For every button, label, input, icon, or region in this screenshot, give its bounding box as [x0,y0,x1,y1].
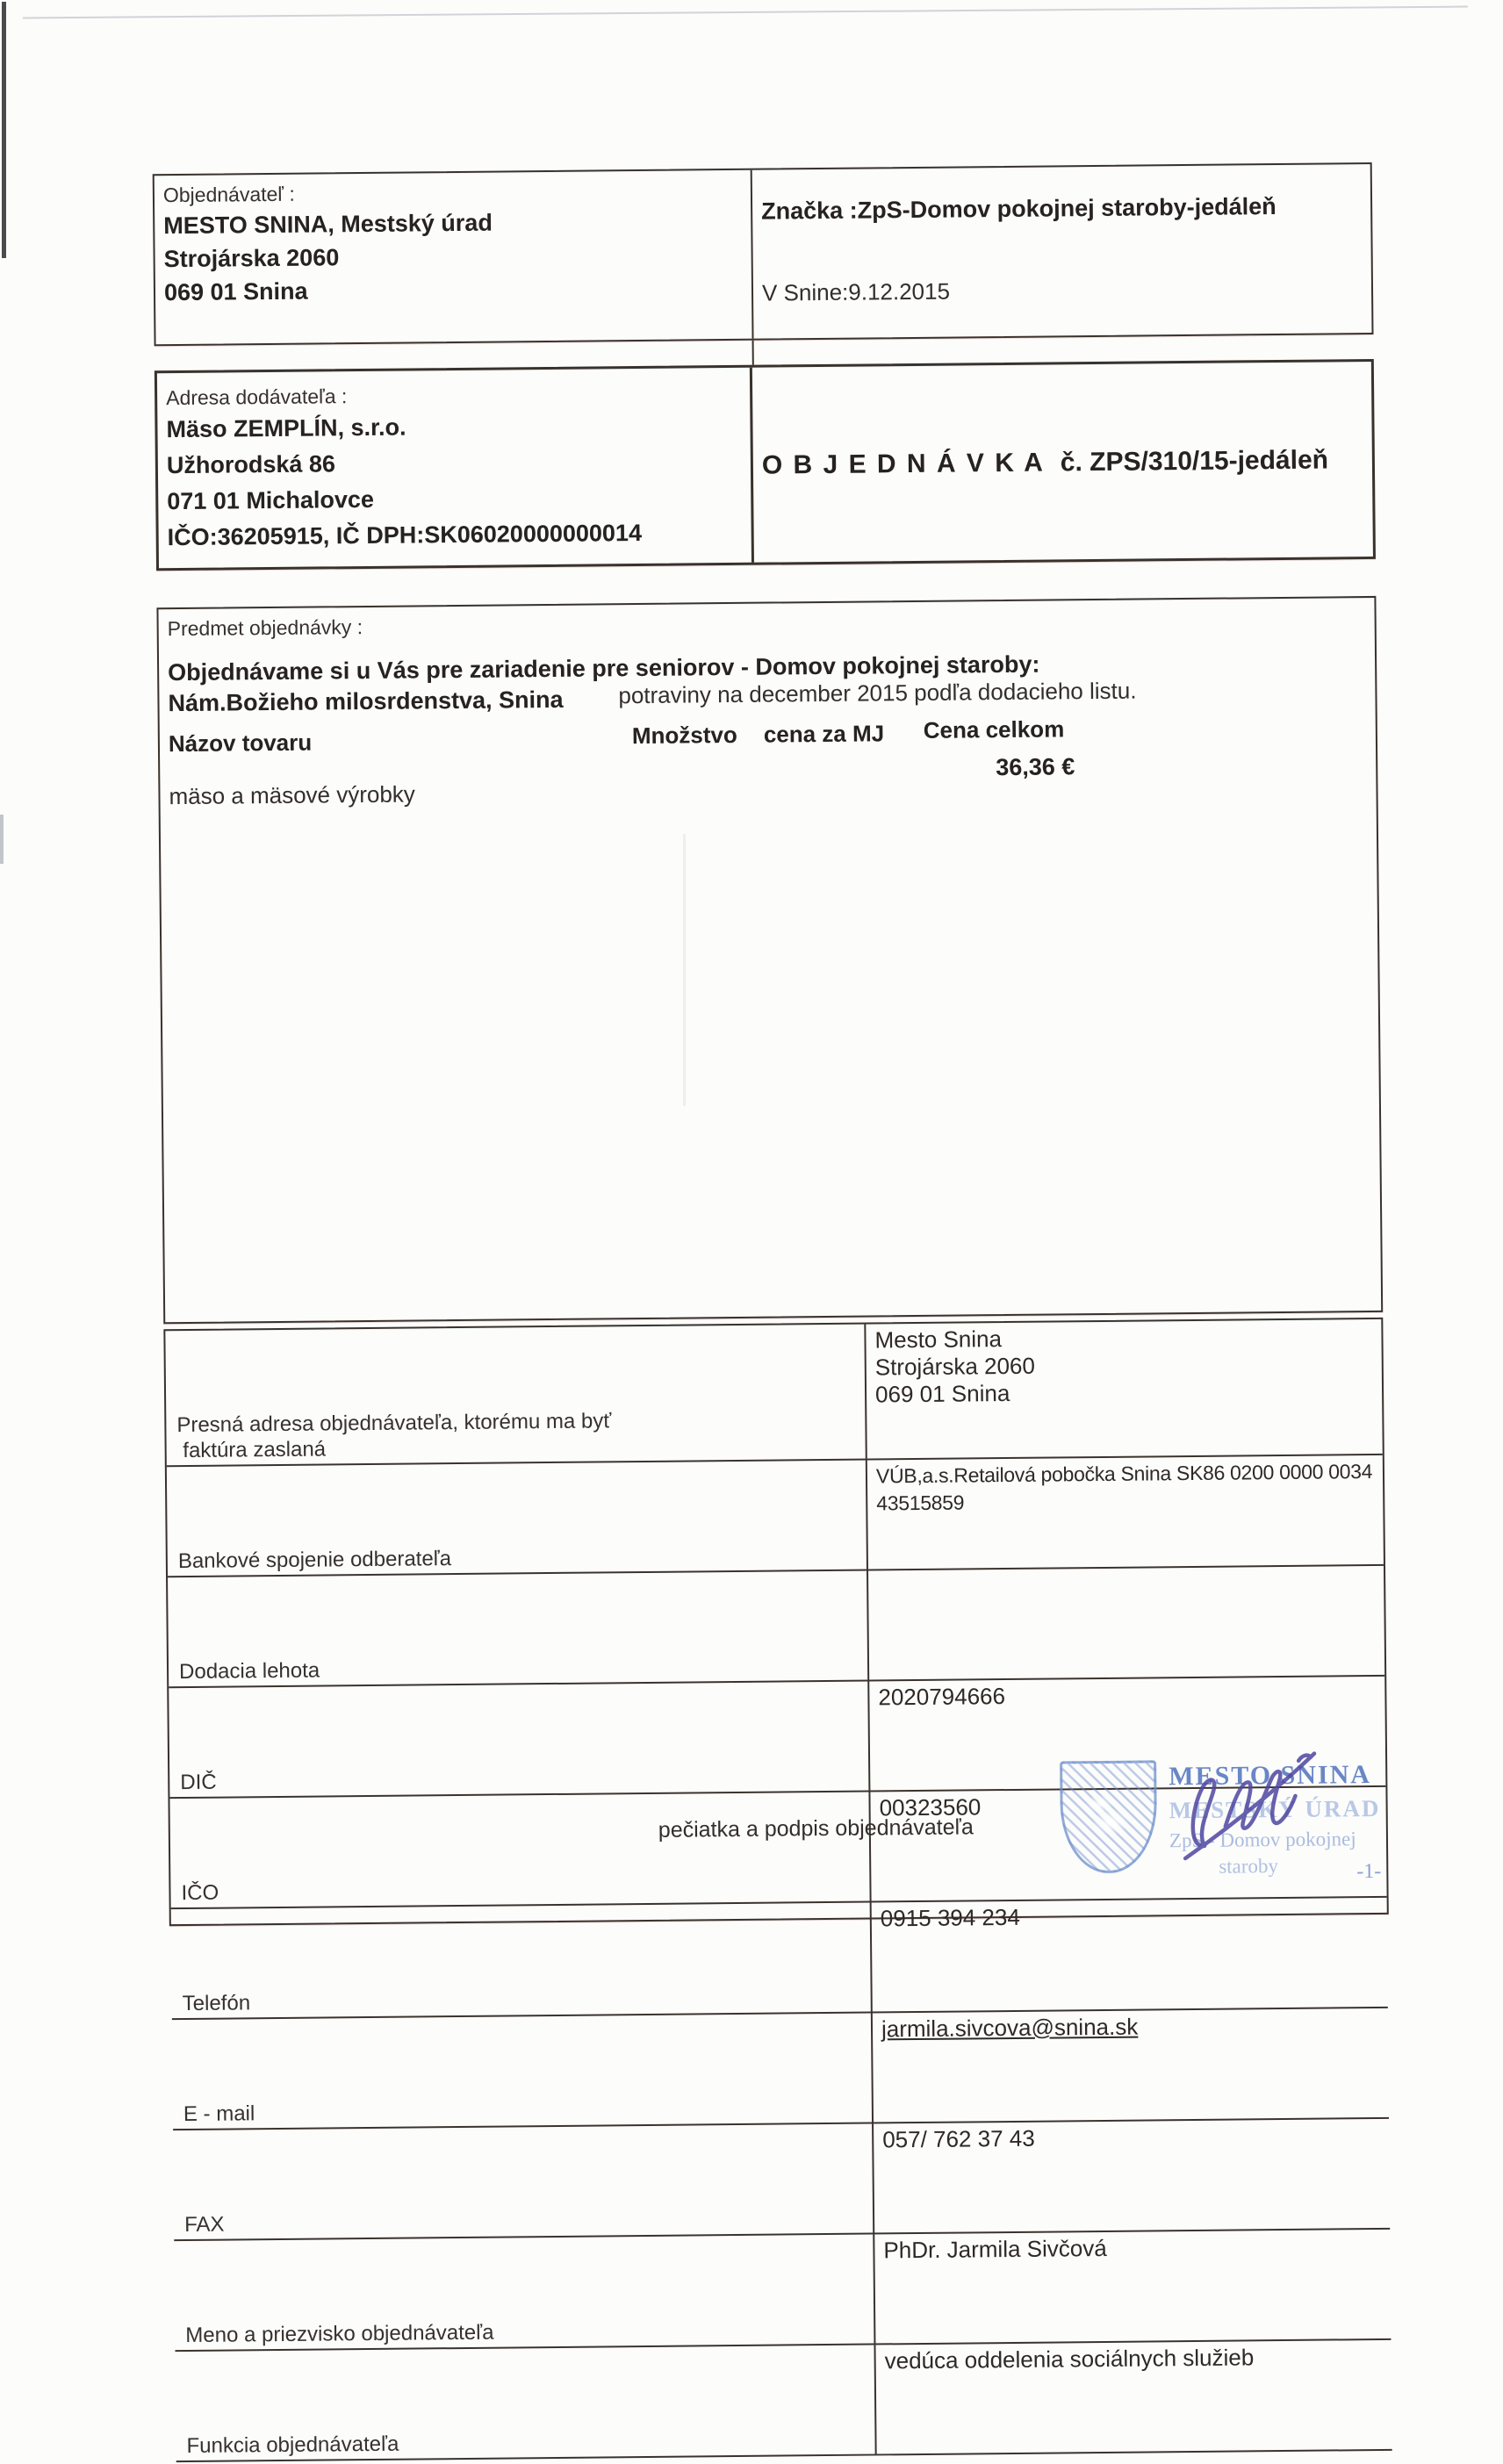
supplier-box [155,359,1376,571]
subject-intro-line2-left: Nám.Božieho milosrdenstva, Snina [168,686,564,717]
customer-label: Objednávateľ : [162,182,295,207]
row-value [867,1455,1384,1570]
row-value [874,2230,1391,2344]
handwritten-signature [1151,1741,1336,1874]
customer-box [153,162,1374,346]
row-label [174,2235,875,2351]
column-header-quantity: Množstvo [631,721,737,750]
table-row [174,2230,1391,2352]
table-row [165,1319,1382,1467]
row-value-line: PhDr. Jarmila Sivčová [883,2234,1107,2264]
stamp-office-name: MESTSKÝ ÚRAD [1169,1794,1381,1824]
subject-label: Predmet objednávky : [167,615,363,641]
row-value-line: vedúca oddelenia sociálnych služieb [884,2344,1255,2374]
supplier-label: Adresa dodávateľa : [166,384,348,410]
row-label-line: Funkcia objednávateľa [186,2432,399,2459]
row-value [874,2119,1390,2233]
customer-address-line: MESTO SNINA, Mestský úrad [163,209,493,240]
customer-cell [155,170,754,345]
supplier-address-line: Mäso ZEMPLÍN, s.r.o. [166,413,406,443]
reference-line: Značka :ZpS-Domov pokojnej staroby-jedáleň [760,193,1276,225]
row-value-line: 00323560 [879,1793,982,1821]
signature-caption: pečiatka a podpis objednávateľa [658,1814,974,1843]
order-number: č. ZPS/310/15-jedáleň [1060,445,1329,478]
row-value [866,1319,1382,1459]
row-label [172,2014,874,2130]
supplier-address-line: Užhorodská 86 [166,450,336,479]
row-label-line: faktúra zaslaná [176,1437,327,1463]
row-label-line: FAX [183,2212,225,2238]
row-label [167,1461,868,1577]
row-value-line: 0915 394 234 [880,1903,1020,1932]
row-value-line: VÚB,a.s.Retailová pobočka Snina SK86 0200 0000 0034 43515859 [875,1460,1373,1515]
row-label-line: Meno a priezvisko objednávateľa [185,2320,494,2348]
item-name: mäso a mäsové výrobky [169,780,415,810]
subject-box [156,596,1383,1324]
row-label [168,1571,869,1687]
stamp-city-name: MESTO SNINA [1169,1760,1372,1792]
subject-intro-line1: Objednávame si u Vás pre zariadenie pre seniorov - Domov pokojnej staroby: [168,650,1040,686]
row-label-line: Telefón [182,1991,251,2016]
details-box [163,1318,1388,2459]
row-value [873,2008,1389,2123]
row-label [169,1792,871,1908]
subject-intro-line2-right: potraviny na december 2015 podľa dodacieho listu. [618,677,1137,709]
row-value-line: Mesto Snina [874,1325,1003,1354]
page-number: -1- [1356,1859,1382,1884]
row-value-line: 2020794666 [878,1683,1006,1711]
table-row [168,1566,1384,1688]
order-title: O B J E D N Á V K A [761,448,1045,480]
column-header-unit-price: cena za MJ [763,720,885,748]
row-label-line: Presná adresa objednávateľa, ktorému ma byť [176,1409,612,1438]
supplier-address [166,406,744,556]
stamp-facility-line1: ZpS - Domov pokojnej [1169,1828,1356,1852]
row-label-line: Dodacia lehota [178,1658,320,1685]
customer-address [163,204,744,309]
supplier-cell [157,368,754,568]
row-label-line: IČO [181,1880,219,1906]
stamp-facility-line2: staroby [1219,1855,1279,1878]
supplier-address-line: 071 01 Michalovce [167,485,375,515]
city-stamp [1047,1751,1387,1917]
column-header-total: Cena celkom [923,715,1065,744]
table-row [172,2008,1389,2130]
row-value-line [877,1569,1380,1574]
row-label [165,1325,867,1466]
row-label [169,1682,870,1798]
row-value-line: jarmila.sivcova@snina.sk [881,2013,1139,2043]
order-heading-cell [752,362,1373,563]
table-row [167,1455,1384,1577]
column-divider-segment [752,341,754,365]
supplier-address-line: IČO:36205915, IČ DPH:SK06020000000014 [167,519,643,551]
row-value-line: Strojárska 2060 [874,1352,1036,1381]
row-value-line: 057/ 762 37 43 [882,2124,1035,2153]
customer-address-line: Strojárska 2060 [163,244,340,273]
column-header-item: Názov tovaru [168,729,313,758]
row-label-line: E - mail [183,2101,255,2127]
row-label-line: Bankové spojenie odberateľa [177,1547,452,1574]
table-row [176,2340,1392,2462]
row-value-line: 069 01 Snina [874,1379,1010,1408]
place-date-line: V Snine:9.12.2015 [761,277,951,306]
row-label-line: DIČ [180,1770,217,1795]
row-label [176,2345,877,2460]
reference-cell [752,164,1372,339]
customer-address-line: 069 01 Snina [163,277,308,306]
table-row [173,2119,1390,2241]
row-value [875,2340,1392,2454]
item-total-value: 36,36 € [996,753,1075,781]
coat-of-arms-shield-icon [1060,1760,1157,1873]
row-label [173,2124,874,2240]
table-row [171,1898,1388,2020]
row-value [868,1566,1384,1680]
row-label [171,1903,873,2019]
